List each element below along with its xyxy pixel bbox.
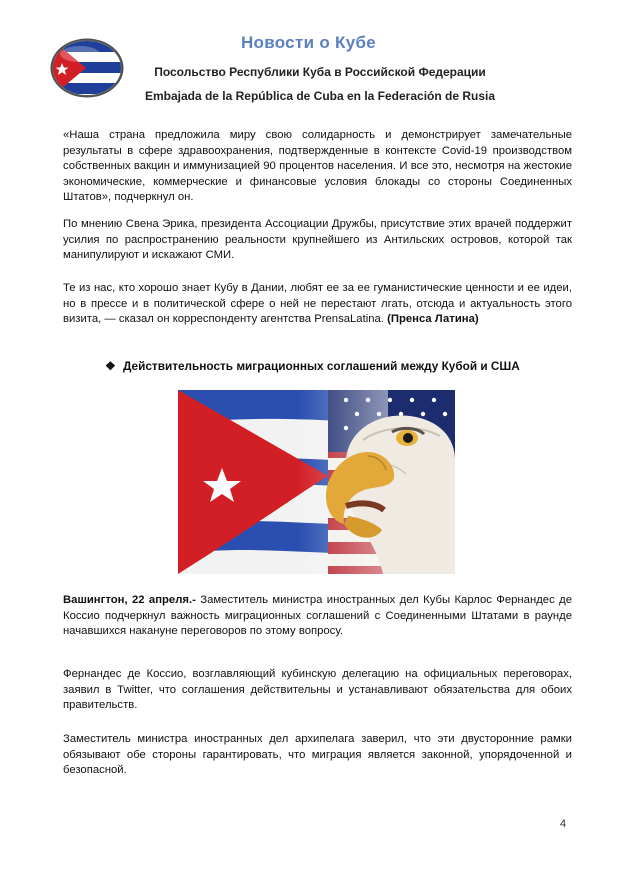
article-paragraph: «Наша страна предложила миру свою солидарность и демонстрирует замечательные результаты в сфере здравоохранения, подтвержденные в контексте Covid-19 производством собственных вакцин и иммунизацией 90 процентов населения. И все это, несмотря на жестокие экономические, коммерческие и финансовые условия блокады со стороны Соединенных Штатов», подчеркнул он. xyxy=(63,129,572,203)
page-number: 4 xyxy=(560,818,567,830)
article-heading-text: Действительность миграционных соглашений между Кубой и США xyxy=(123,359,520,373)
dateline: Вашингтон, 22 апреля.- xyxy=(63,594,196,606)
article-paragraph: Фернандес де Коссио, возглавляющий кубинскую делегацию на официальных переговорах, заявил в Twitter, что соглашения действительны и устанавливают обязательства для обоих правительств. xyxy=(63,668,572,711)
article-paragraph-text: Те из нас, кто хорошо знает Кубу в Дании, любят ее за ее гуманистические ценности и ее идеи, но в прессе и в политической сфере о ней не перестают лгать, отсюда и актуальность этого визита, — сказал он корреспонденту агентства PrensaLatina. xyxy=(63,282,572,325)
source-credit: (Пренса Латина) xyxy=(387,313,479,325)
cuba-usa-flags-eagle-image xyxy=(178,390,455,574)
article-paragraph xyxy=(63,281,572,328)
article-heading xyxy=(105,359,575,373)
embassy-name-es: Embajada de la República de Cuba en la Federación de Rusia xyxy=(144,89,496,103)
embassy-name-ru: Посольство Республики Куба в Российской Федерации xyxy=(154,65,486,79)
article-paragraph-text: Заместитель министра иностранных дел Кубы Карлос Фернандес де Коссио подчеркнул важность миграционных соглашений с Соединенными Штатами в раунде начавшихся накануне переговоров по этому вопросу. xyxy=(63,594,572,637)
diamond-bullet-icon: ❖ xyxy=(105,359,116,373)
newsletter-title: Новости о Кубе xyxy=(240,33,377,52)
article-paragraph: Заместитель министра иностранных дел архипелага заверил, что эти двусторонние рамки обязывают обе стороны гарантировать, что миграция является законной, упорядоченной и безопасной. xyxy=(63,733,572,776)
article-paragraph xyxy=(63,593,572,640)
article-paragraph: По мнению Свена Эрика, президента Ассоциации Дружбы, присутствие этих врачей поддержит усилия по распространению реальности крупнейшего из Антильских островов, которой так манипулируют и искажают СМИ. xyxy=(63,218,572,261)
